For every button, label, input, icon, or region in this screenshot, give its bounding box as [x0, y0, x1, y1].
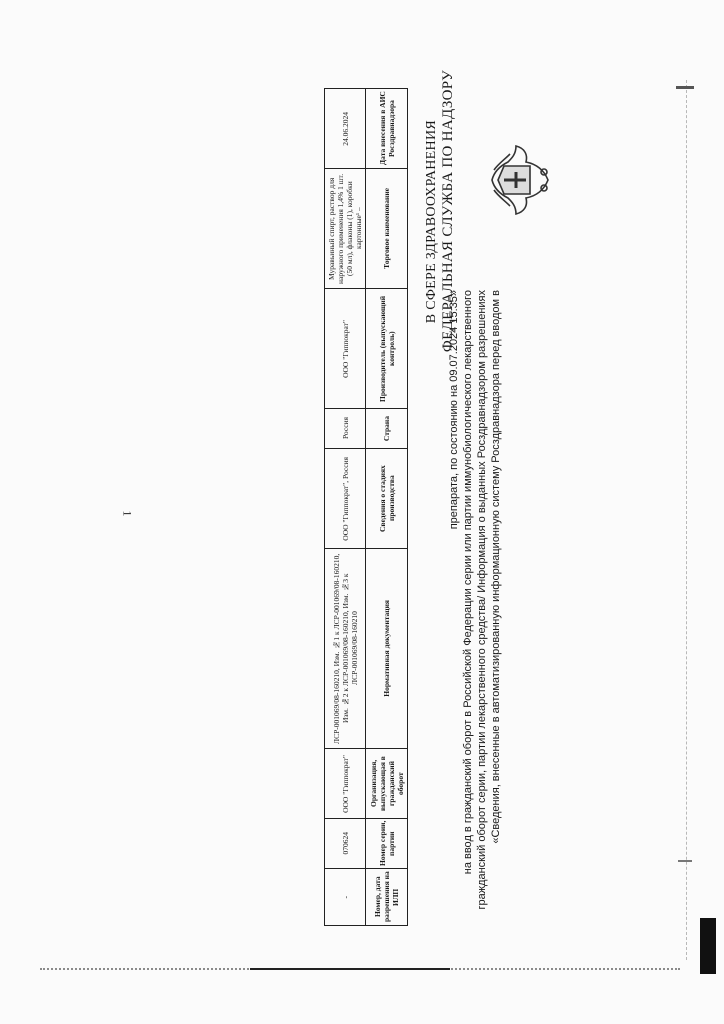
table-header-cell: [365, 449, 407, 548]
cell-sites: ООО "Гиппократ", Россия: [340, 456, 350, 541]
table-cell: [325, 869, 365, 925]
table-cell: [325, 289, 365, 408]
roszdravnadzor-emblem-icon: [480, 140, 560, 220]
scan-mark: [678, 860, 692, 862]
table-header-cell: [365, 869, 407, 925]
cell-trade-name: Муравьиный спирт, раствор для наружного применения 1,4% 1 шт. (50 мл), флаконы (1), коробки картонные¹ –: [327, 173, 363, 284]
table-column-manufacturer: [325, 289, 407, 409]
header-series: Номер серии, партии: [377, 820, 396, 867]
table-cell: [325, 449, 365, 548]
title-line: препарата, по состоянию на 09.07.2024 15:35»: [448, 290, 460, 530]
cell-normative: ЛСР-001069/08-160210, Изм. №1 к ЛСР-001069/08-160210, Изм. №2 к ЛСР-001069/08-160210, Изм. №3 к ЛСР-001069/08-160210: [331, 553, 359, 744]
table-header-cell: [365, 169, 407, 288]
table-header-cell: [365, 549, 407, 748]
cell-permit: -: [340, 895, 350, 899]
scan-mark: [676, 86, 694, 89]
table-column-normative: [325, 549, 407, 749]
header-permit: Номер, дата разрешения на ИЛП: [373, 871, 400, 923]
header-trade-name: Торговое наименование: [382, 188, 391, 269]
table-cell: [325, 749, 365, 818]
table-header-cell: [365, 89, 407, 168]
scan-bottom-line: [250, 968, 450, 970]
table-cell: [325, 409, 365, 448]
document-title: [448, 290, 504, 920]
table-column-country: [325, 409, 407, 449]
table-header-cell: [365, 289, 407, 408]
table-header-cell: [365, 819, 407, 868]
agency-name-line2: В СФЕРЕ ЗДРАВООХРАНЕНИЯ: [424, 120, 439, 324]
table-cell: [325, 89, 365, 168]
table-column-date: [325, 89, 407, 169]
agency-name-line1: ФЕДЕРАЛЬНАЯ СЛУЖБА ПО НАДЗОРУ: [440, 70, 456, 353]
table-cell: [325, 819, 365, 868]
page-number: 1: [120, 510, 135, 517]
table-column-series: [325, 819, 407, 869]
scan-artifact-bar: [700, 918, 716, 974]
table-column-trade-name: [325, 169, 407, 289]
title-line: «Сведения, внесенные в автоматизированную информационную систему Росздравнадзора перед вводом в: [490, 290, 502, 844]
table-column-organization: [325, 749, 407, 819]
header-manufacturer: Производитель (выпускающий контроль): [377, 295, 396, 402]
cell-date: 24.06.2024: [340, 111, 350, 146]
table-cell: [325, 549, 365, 748]
cell-country: Россия: [340, 417, 350, 440]
scan-edge: [686, 80, 689, 960]
cell-series: 070624: [340, 832, 350, 855]
header-normative: Нормативная документация: [382, 600, 391, 697]
table-header-cell: [365, 409, 407, 448]
table-column-sites: [325, 449, 407, 549]
cell-manufacturer: ООО "Гиппократ": [340, 319, 350, 378]
table-column-permit: [325, 869, 407, 925]
title-line: на ввод в гражданский оборот в Российской Федерации серии или партии иммунобиологического лекарственного: [462, 290, 474, 875]
cell-organization: ООО "Гиппократ": [340, 754, 350, 813]
title-line: гражданский оборот серии, партии лекарственного средства/ Информация о выданных Росздравнадзором разрешениях: [476, 290, 488, 910]
registry-table: [324, 88, 408, 926]
table-cell: [325, 169, 365, 288]
header-date: Дата внесения в АИС Росздравнадзора: [377, 91, 396, 166]
header-organization: Организация, выпускающая в гражданский оборот: [368, 756, 405, 811]
header-sites: Сведения о стадиях производства: [377, 465, 396, 532]
header-country: Страна: [382, 415, 391, 442]
table-header-cell: [365, 749, 407, 818]
